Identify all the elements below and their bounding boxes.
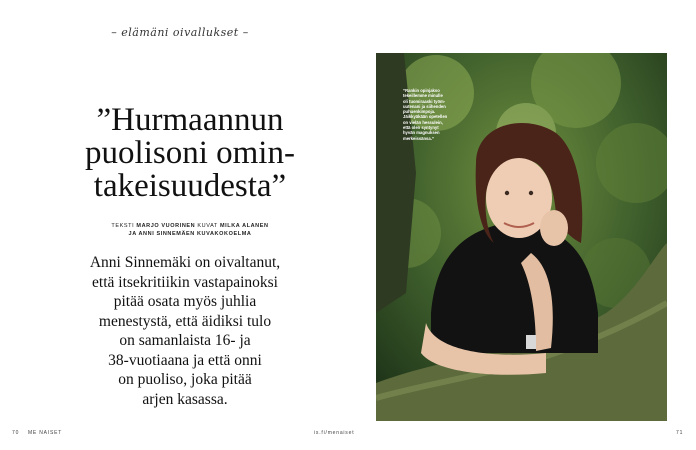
credit-photographer: MILKA ALANEN xyxy=(219,223,269,229)
lede-line: on samanlaista 16- ja xyxy=(119,332,251,349)
quote-line: oli tuomiraaski työm- xyxy=(403,98,446,104)
headline-line: takeisuudesta” xyxy=(93,168,287,204)
section-kicker: – elämäni oivallukset – xyxy=(111,26,249,39)
magazine-brand: ME NAISET xyxy=(27,430,63,436)
article-credits xyxy=(90,222,290,238)
article-lede xyxy=(60,253,310,409)
lede-line: menestystä, että äidiksi tulo xyxy=(98,312,272,330)
lede-line: on puoliso, joka pitää xyxy=(118,371,252,388)
lede-line: 38-vuotiaana ja että onni xyxy=(108,351,262,369)
credit-label-photos: KUVAT xyxy=(197,223,218,229)
quote-line: merkeissänsa.” xyxy=(403,135,434,141)
credit-author: MARJO VUORINEN xyxy=(136,223,196,229)
footer-left xyxy=(12,430,62,436)
quote-line: että olen syntynyt xyxy=(403,125,439,131)
lede-line: että itsekritiikin vastapainoksi xyxy=(92,273,278,291)
quote-line: puhuenkimpoja. xyxy=(403,109,436,115)
lede-line: Anni Sinnemäki on oivaltanut, xyxy=(89,254,281,271)
quote-line: hyvän magnuksen xyxy=(403,130,440,136)
footer-center-url: is.fi/menaiset xyxy=(314,430,355,436)
headline-line: ”Hurmaannun xyxy=(96,102,284,138)
quote-line: uutenani ja siihenden xyxy=(403,103,446,109)
credit-label-text: TEKSTI xyxy=(111,223,135,229)
quote-line: Jäikkyäkään opetellen xyxy=(403,114,448,120)
credit-collection: JA ANNI SINNEMÄEN KUVAKOKOELMA xyxy=(128,231,252,237)
quote-line: on vielän hessulein, xyxy=(403,119,443,125)
article-headline xyxy=(40,104,340,203)
right-page-number: 71 xyxy=(676,430,684,436)
quote-line: ”Rankin opinjakso xyxy=(403,88,440,93)
headline-line: puolisoni omin- xyxy=(85,135,295,171)
lede-line: arjen kasassa. xyxy=(142,390,228,408)
lede-line: pitää osata myös juhlia xyxy=(113,293,257,310)
left-page-number: 70 xyxy=(12,430,20,436)
photo-pull-quote xyxy=(403,88,463,141)
quote-line: tekeillemme minulle xyxy=(403,93,443,99)
